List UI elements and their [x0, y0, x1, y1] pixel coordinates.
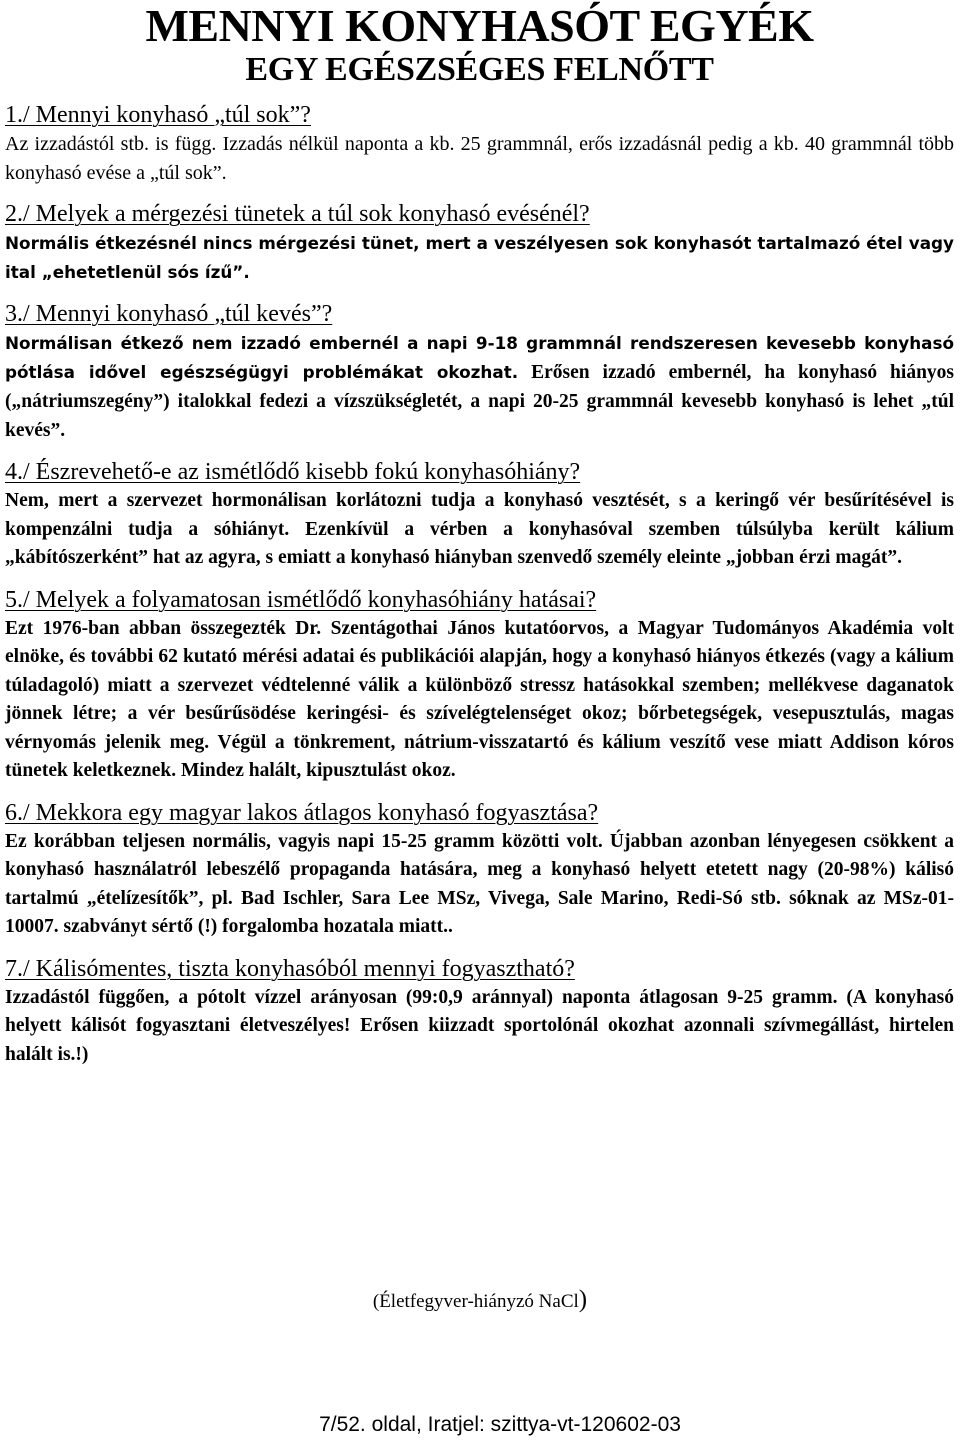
section-4 — [5, 457, 954, 573]
answer-5: Ezt 1976-ban abban összegezték Dr. Szentágothai János kutatóorvos, a Magyar Tudományos Akadémia volt elnöke, és további 62 kutató mérési adatai és publikációi alapján, hogy a konyhasó hiányos étkezés (vagy a kálium túladagoló) miatt a szervezet védtelenné válik a különböző stressz hatásokkal szemben; mellékvese daganatok jönnek létre; a vér besűrűsödése keringési- és szívelégtelenséget okoz; bőrbetegségek, vesepusztulás, magas vérnyomás jelenik meg. Végül a tönkrement, nátrium-visszatartó és kálium veszítő vese miatt Addison kóros tünetek keletkeznek. Mindez halált, kipusztulást okoz. — [5, 617, 954, 781]
question-4: 4./ Észrevehető-e az ismétlődő kisebb fokú konyhasóhiány? — [5, 459, 581, 485]
signature-text: (Életfegyver-hiányzó NaCl — [372, 1291, 579, 1312]
section-7 — [5, 954, 954, 1070]
answer-1: Az izzadástól stb. is függ. Izzadás nélkül naponta a kb. 25 grammnál, erős izzadásnál pedig a kb. 40 grammnál több konyhasó evése a „túl sok”. — [5, 133, 954, 184]
section-2 — [5, 199, 954, 287]
section-1 — [5, 100, 954, 187]
answer-3-part-2: Erősen izzadó embernél, ha konyhasó hiányos („nátriumszegény”) italokkal fedezi a vízszükségletét, a napi 20-25 grammnál kevesebb konyhasó is lehet „túl kevés”. — [5, 362, 954, 441]
document-subtitle: EGY EGÉSZSÉGES FELNŐTT — [245, 51, 714, 88]
question-3: 3./ Mennyi konyhasó „túl kevés”? — [5, 301, 333, 327]
question-5: 5./ Melyek a folyamatosan ismétlődő konyhasóhiány hatásai? — [5, 586, 597, 613]
answer-7: Izzadástól függően, a pótolt vízzel arányosan (99:0,9 aránnyal) naponta átlagosan 9-25 gramm. (A konyhasó helyett kálisót fogyasztani életveszélyes! Erősen kiizzadt sportolónál okozhat azonnali szívmegállást, hirtelen halált is.!) — [5, 986, 954, 1065]
section-6 — [5, 798, 954, 942]
page-footer: 7/52. oldal, Iratjel: szittya-vt-120602-03 — [319, 1413, 681, 1436]
answer-3 — [5, 329, 954, 445]
section-3 — [5, 299, 954, 445]
question-7: 7./ Kálisómentes, tiszta konyhasóból mennyi fogyasztható? — [5, 955, 575, 982]
section-5 — [5, 585, 954, 786]
answer-2: Normális étkezésnél nincs mérgezési tünet, mert a veszélyesen sok konyhasót tartalmazó étel vagy ital „ehetetlenül sós ízű”. — [5, 233, 954, 282]
answer-6: Ez korábban teljesen normális, vagyis napi 15-25 gramm közötti volt. Újabban azonban lényegesen csökkent a konyhasó használatról lebeszélő propaganda hatására, meg a konyhasó helyett etetett nagy (20-98%) kálisó tartalmú „ételízesítők”, pl. Bad Ischler, Sara Lee MSz, Vivega, Sale Marino, Redi-Só stb. sóknak az MSz-01-10007. szabványt sértő (!) forgalomba hozatala miatt.. — [5, 830, 954, 937]
signature — [0, 1285, 960, 1317]
answer-3-part-1: Normálisan étkező nem izzadó embernél a napi 9-18 grammnál rendszeresen kevesebb konyhasó pótlása idővel egészségügyi problémákat okozhat. — [5, 333, 954, 382]
question-1: 1./ Mennyi konyhasó „túl sok”? — [5, 102, 311, 128]
signature-close: ) — [578, 1286, 588, 1313]
document-title: MENNYI KONYHASÓT EGYÉK — [145, 0, 814, 51]
question-2: 2./ Melyek a mérgezési tünetek a túl sok konyhasó evésénél? — [5, 201, 590, 227]
question-6: 6./ Mekkora egy magyar lakos átlagos konyhasó fogyasztása? — [5, 799, 599, 826]
answer-4: Nem, mert a szervezet hormonálisan korlátozni tudja a konyhasó vesztését, s a keringő vér besűrítésével is kompenzálni tudja a sóhiányt. Ezenkívül a vérben a konyhasóval szemben túlsúlyba került kálium „kábítószerként” hat az agyra, s emiatt a konyhasó hiányban szenvedő személy eleinte „jobban érzi magát”. — [5, 490, 954, 568]
